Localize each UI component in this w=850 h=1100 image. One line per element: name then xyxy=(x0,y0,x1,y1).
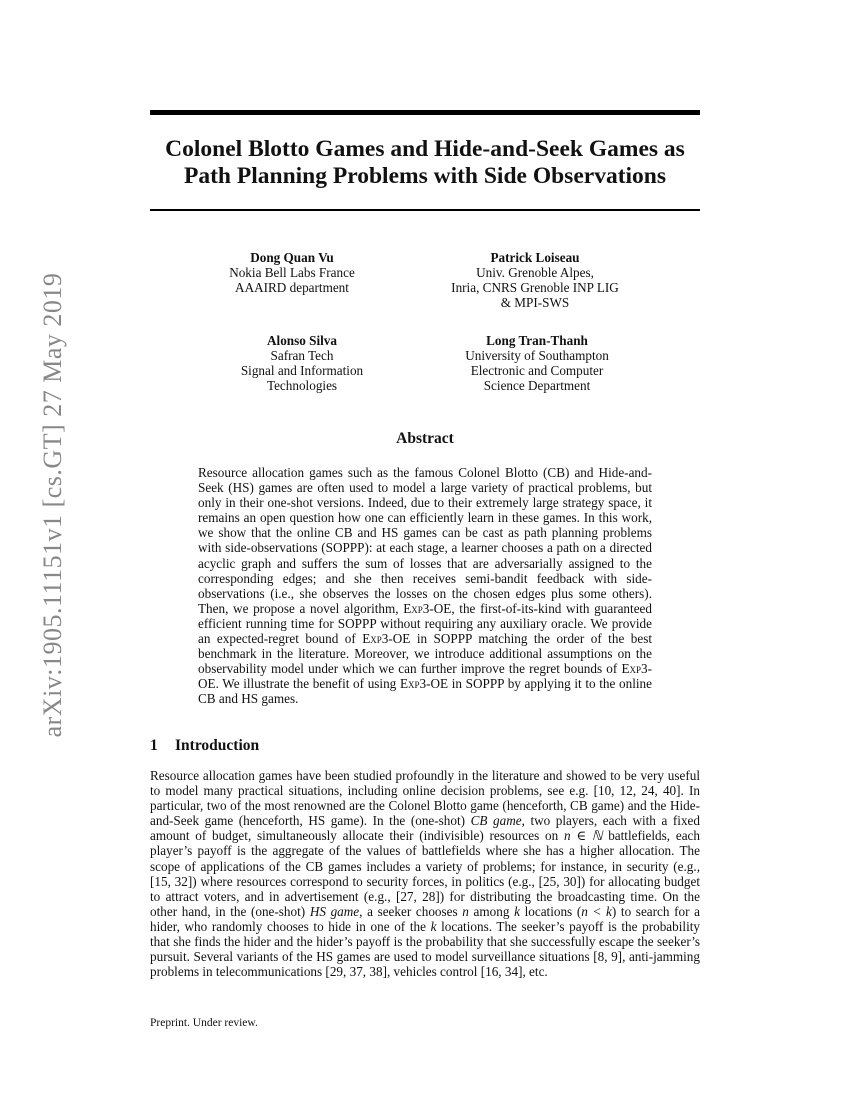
author-affiliation: Univ. Grenoble Alpes, xyxy=(476,265,594,280)
abstract-part: -OE in SOPPP by applying it to the online CB and HS games. xyxy=(198,676,652,707)
algorithm-name: Exp3 xyxy=(621,661,648,677)
arxiv-stamp xyxy=(18,260,67,750)
author-affiliation: & MPI-SWS xyxy=(500,295,570,310)
paper-title xyxy=(150,136,700,190)
math-inline: k xyxy=(430,918,437,934)
intro-part: locations. The seeker’s payoff is the probability that she finds the hider and the hider’s payoff is the probability that she successfully escape the seeker’s pursuit. Several variants of the HS games are used to model surveillance situations [8, 9], anti-jamming problems in telecommunications [29, 37, 38], vehicles control [16, 34], etc. xyxy=(150,918,700,980)
author-affiliation: Safran Tech xyxy=(270,348,334,363)
author-affiliation: Electronic and Computer xyxy=(470,363,604,378)
abstract-text xyxy=(198,465,652,707)
intro-part: ) to search for a hider, who randomly chooses to hide in one of the xyxy=(150,903,700,934)
author-block-1 xyxy=(172,250,412,295)
section-title: Introduction xyxy=(175,737,260,754)
title-rule-bottom xyxy=(150,209,700,211)
author-name: Alonso Silva xyxy=(267,333,337,348)
author-block-3 xyxy=(182,333,422,393)
intro-part: , two players, each with a fixed amount of budget, simultaneously allocate their (indivisible) resources on xyxy=(150,813,700,844)
term-cb-game: CB game xyxy=(470,813,522,829)
abstract-part: -OE in SOPPP matching the order of the best benchmark in the literature. Moreover, we introduce additional assumptions on the observability model under which we can further improve the regret bounds of xyxy=(198,631,652,677)
author-name: Long Tran-Thanh xyxy=(486,333,588,348)
author-block-4 xyxy=(417,333,657,393)
abstract-heading: Abstract xyxy=(396,430,454,447)
algorithm-name: Exp3 xyxy=(362,631,389,647)
author-block-2 xyxy=(415,250,655,310)
intro-part: battlefields, each player’s payoff is the aggregate of the values of battlefields where she has a higher allocation. The scope of applications of the CB games includes a variety of problems; for instance, in security (e.g., [15, 32]) where resources correspond to security forces, in politics (e.g., [25, 30]) for allocating budget to attract voters, and in advertisement (e.g., [27, 28]) for distributing the broadcasting time. On the other hand, in the (one-shot) xyxy=(150,828,700,919)
intro-part: Resource allocation games have been studied profoundly in the literature and showed to be very useful to model many practical situations, including online decision problems, see e.g. [10, 12, 24, 40]. In particular, two of the most renowned are the Colonel Blotto game (henceforth, CB game) and the Hide-and-Seek game (henceforth, HS game). In the (one-shot) xyxy=(150,768,700,829)
math-inline: n ∈ ℕ xyxy=(564,828,603,844)
math-inline: n xyxy=(462,903,469,919)
algorithm-name: Exp3 xyxy=(399,676,427,692)
title-rule-top xyxy=(150,110,700,115)
author-name: Patrick Loiseau xyxy=(490,250,580,265)
term-hs-game: HS game xyxy=(309,903,360,919)
intro-part: , a seeker chooses xyxy=(359,903,463,919)
intro-part: among xyxy=(468,903,515,919)
author-affiliation: AAAIRD department xyxy=(235,280,349,295)
author-affiliation: Science Department xyxy=(483,378,591,393)
title-line-2: Path Planning Problems with Side Observations xyxy=(183,163,667,189)
intro-part: locations ( xyxy=(519,903,582,919)
math-inline: n < k xyxy=(581,903,612,919)
section-heading xyxy=(150,737,259,755)
section-number: 1 xyxy=(150,737,158,754)
abstract-part: -OE. We illustrate the benefit of using xyxy=(198,661,652,692)
intro-paragraph xyxy=(150,768,700,979)
author-name: Dong Quan Vu xyxy=(250,250,334,265)
author-affiliation: Signal and Information xyxy=(240,363,364,378)
author-affiliation: Inria, CNRS Grenoble INP LIG xyxy=(451,280,619,295)
footer-note: Preprint. Under review. xyxy=(150,1017,258,1029)
abstract-part: Resource allocation games such as the famous Colonel Blotto (CB) and Hide-and-Seek (HS) games are often used to model a large variety of practical problems, but only in their one-shot versions. Indeed, due to their extremely large strategy space, it remains an open question how one can efficiently learn in these games. In this work, we show that the online CB and HS games can be cast as path planning problems with side-observations (SOPPP): at each stage, a learner chooses a path on a directed acyclic graph and suffers the sum of losses that are adversarially assigned to the corresponding edges; and she then receives semi-bandit feedback with side-observations (i.e., she observes the losses on the chosen edges plus some others). Then, we propose a novel algorithm, xyxy=(198,465,652,616)
title-line-1: Colonel Blotto Games and Hide-and-Seek Games as xyxy=(165,136,685,162)
abstract-part: -OE, the first-of-its-kind with guaranteed efficient running time for SOPPP without requiring any auxiliary oracle. We provide an expected-regret bound of xyxy=(198,600,652,647)
math-inline: k xyxy=(514,903,520,919)
author-affiliation: Technologies xyxy=(266,378,338,393)
arxiv-stamp-text: arXiv:1905.11151v1 [cs.GT] 27 May 2019 xyxy=(38,272,67,738)
author-affiliation: Nokia Bell Labs France xyxy=(229,265,355,280)
author-affiliation: University of Southampton xyxy=(465,348,609,363)
algorithm-name: Exp3 xyxy=(403,600,430,616)
